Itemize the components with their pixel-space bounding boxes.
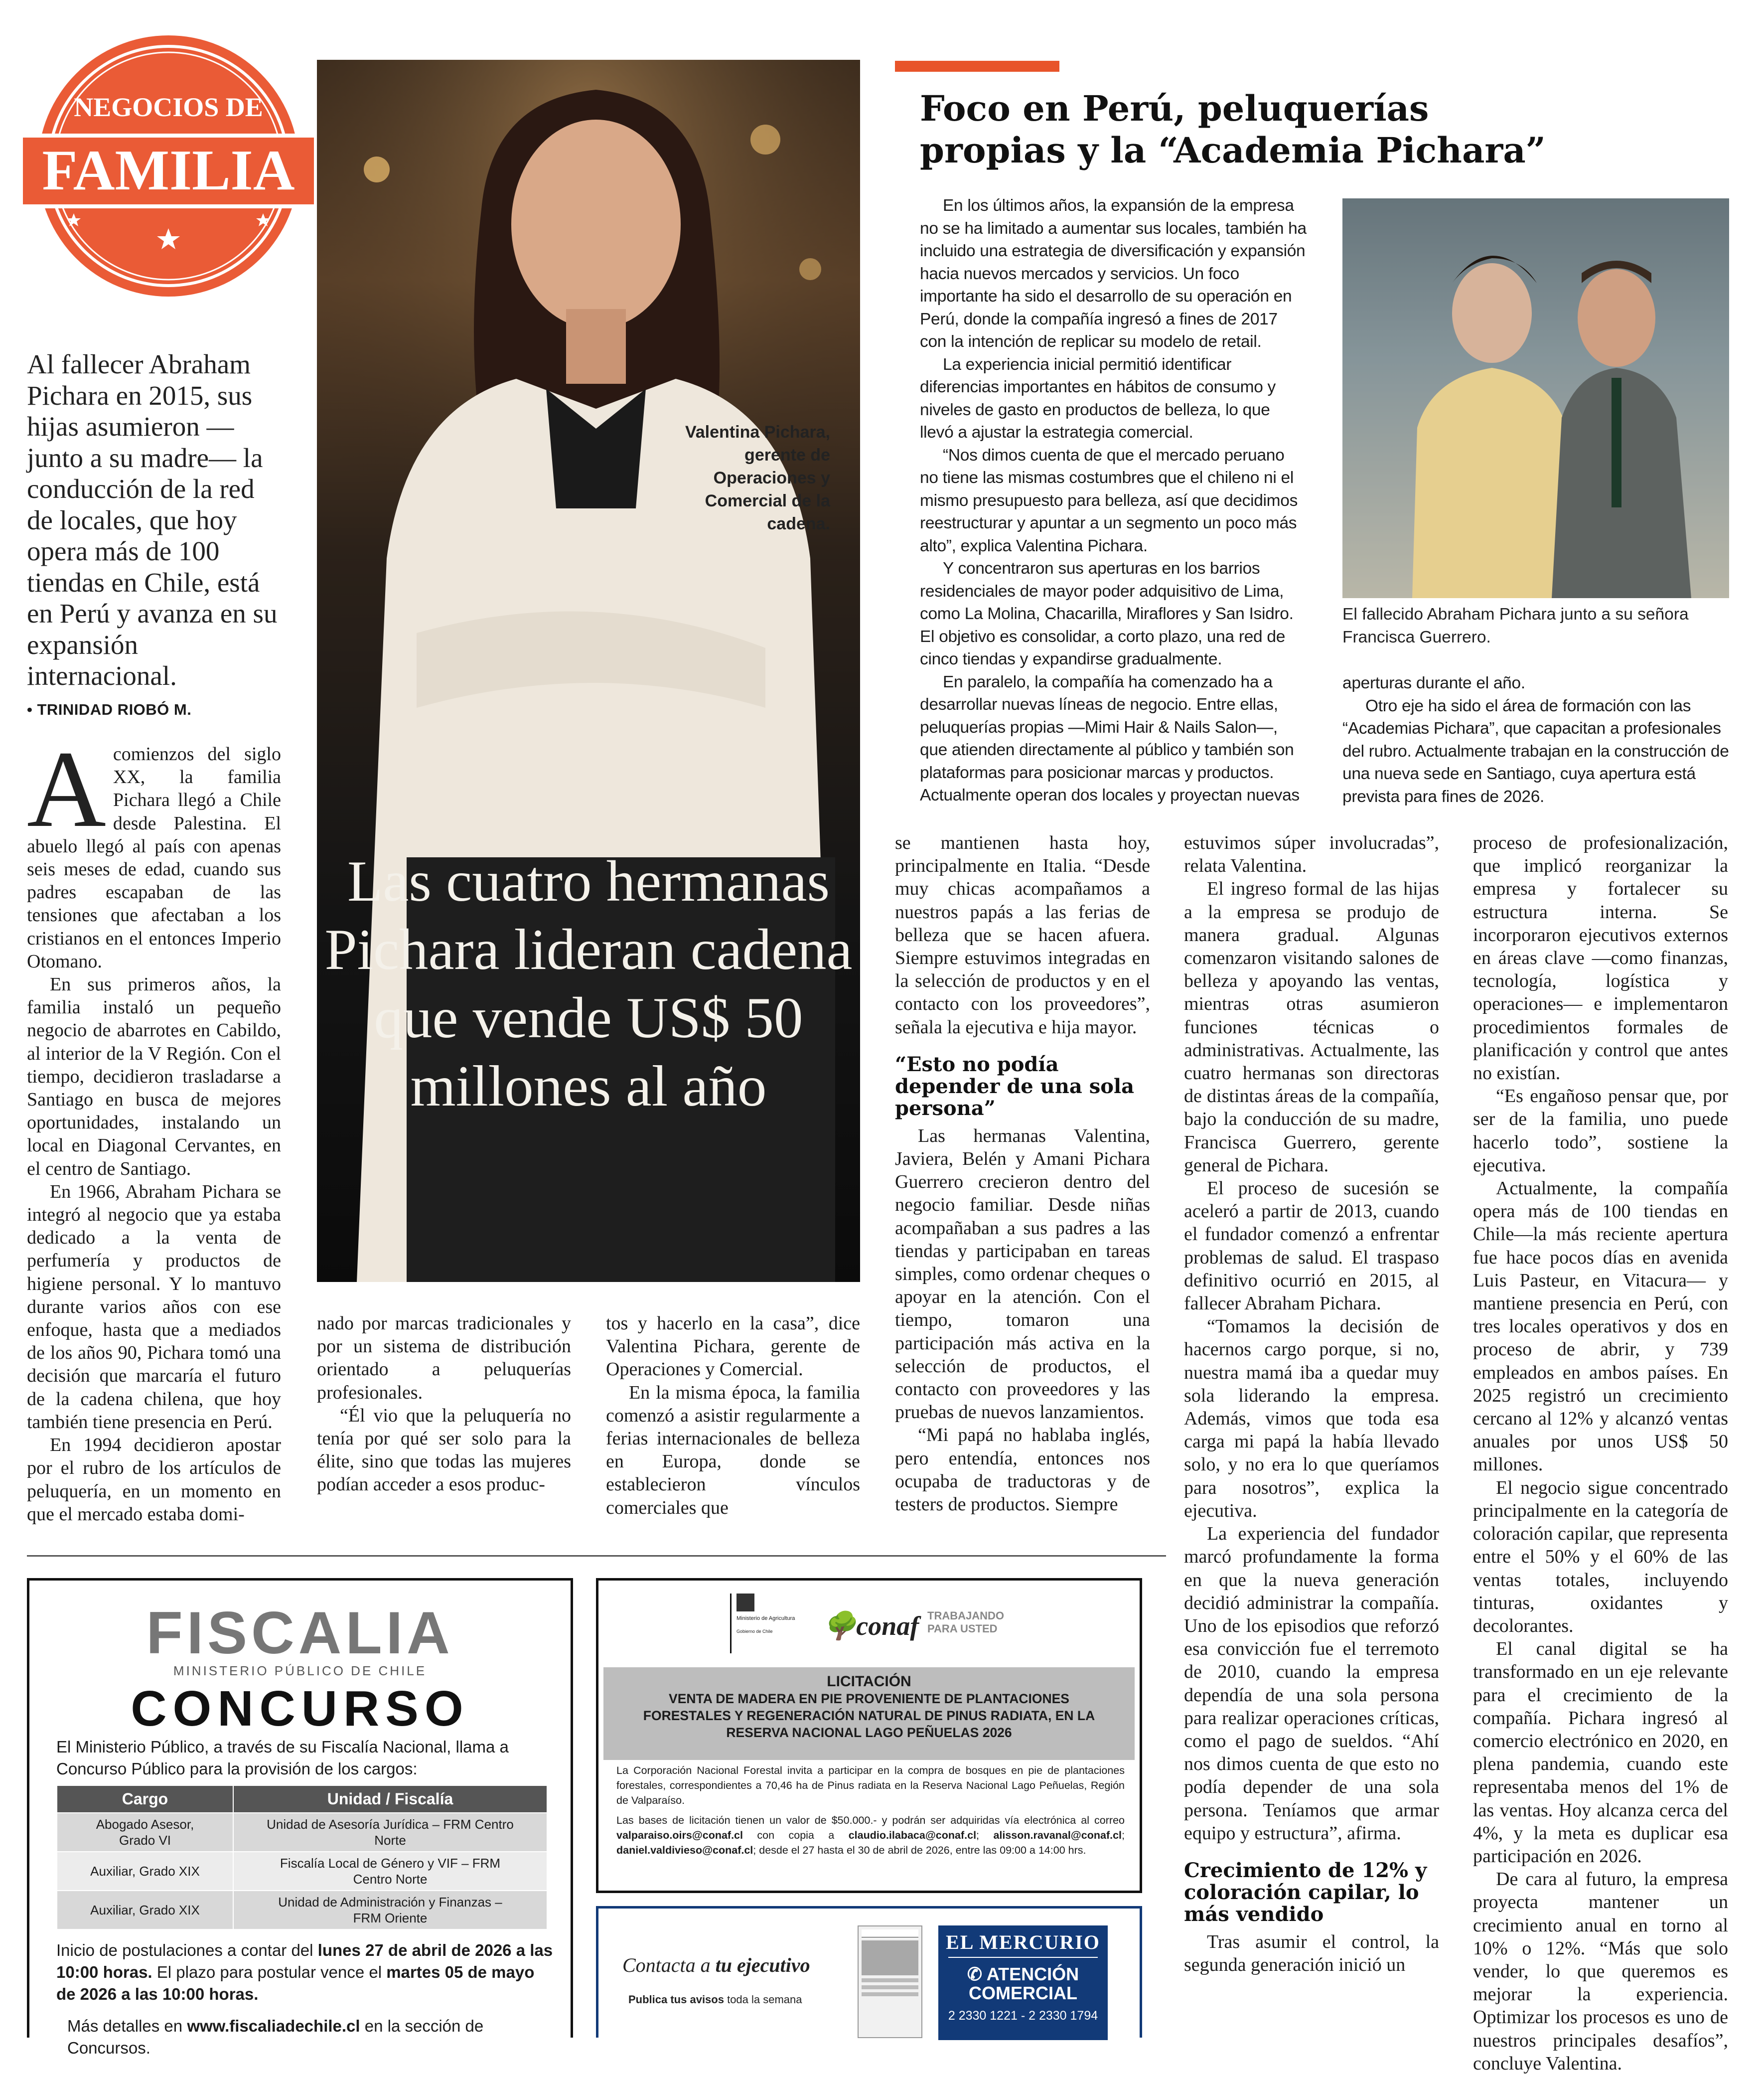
fiscalia-more xyxy=(67,2015,566,2059)
subhead-1: “Esto no podía depender de una sola persona” xyxy=(895,1052,1134,1120)
paragraph: “Tomamos la decisión de hacernos cargo porque, si no, nuestra mamá iba a quedar muy sola liderando la empresa. Además, vimos que toda esa carga mi papá la había llevado solo, y no era lo que queríamos para nosotros”, explica la ejecutiva. xyxy=(1184,1316,1439,1521)
table-row xyxy=(57,1852,547,1891)
table-cell: Unidad de Asesoría Jurídica – FRM Centro Norte xyxy=(233,1813,547,1852)
p2-text: con copia a xyxy=(742,1829,849,1841)
p2-text: Las bases de licitación tienen un valor de $50.000.- y podrán ser adquiridas vía electrónica al correo xyxy=(616,1814,1125,1826)
ministry-name: Ministerio de Agricultura xyxy=(736,1615,795,1621)
p2-text: ; desde el 27 hasta el 30 de abril de 2026, entre las 09:00 a 14:00 hrs. xyxy=(753,1844,1086,1856)
fiscalia-link[interactable]: www.fiscaliadechile.cl xyxy=(187,2017,360,2035)
paragraph: Tras asumir el control, la segunda generación inició un xyxy=(1184,1931,1439,1976)
fiscalia-sub: MINISTERIO PÚBLICO DE CHILE xyxy=(173,1663,427,1678)
table-cell: Abogado Asesor, Grado VI xyxy=(57,1813,233,1852)
dates-text: Inicio de postulaciones a contar del xyxy=(56,1941,318,1959)
table-cell: Unidad de Administración y Finanzas – FRM Oriente xyxy=(233,1891,547,1929)
body-col-1 xyxy=(27,728,281,1526)
email-link[interactable]: alisson.ravanal@conaf.cl xyxy=(993,1829,1122,1841)
table-header xyxy=(57,1785,547,1813)
subhead-2: Crecimiento de 12% y coloración capilar, lo más vendido xyxy=(1184,1858,1427,1926)
body-col-6 xyxy=(1473,831,1728,2075)
body-col-4 xyxy=(895,831,1150,1516)
table-cell: Auxiliar, Grado XIX xyxy=(57,1852,233,1891)
conaf-p2 xyxy=(616,1813,1125,1858)
mercurio-brand: EL MERCURIO xyxy=(946,1931,1100,1953)
mercurio-service xyxy=(938,1965,1108,2003)
byline-name: TRINIDAD RIOBÓ M. xyxy=(37,700,192,718)
side-photo xyxy=(1342,198,1729,598)
table-cell: Auxiliar, Grado XIX xyxy=(57,1891,233,1929)
fiscalia-dates xyxy=(56,1939,555,2005)
conaf-logo: 🌳conaf xyxy=(823,1611,919,1641)
conaf-slogan: TRABAJANDO PARA USTED xyxy=(927,1609,1004,1635)
table-row xyxy=(57,1891,547,1929)
paragraph: “Mi papá no hablaba inglés, pero entendía, entonces nos ocupaba de traductoras y de testers de productos. Siempre xyxy=(895,1425,1150,1515)
paragraph: Las hermanas Valentina, Javiera, Belén y Amani Pichara Guerrero crecieron dentro del negocio familiar. Desde niñas acompañaban a sus padres a las tiendas y participaban en tareas simples, como ordenar cheques o apoyar en la atención. Con el tiempo, tomaron una participación más activa en la selección de productos, el contacto con proveedores y las pruebas de nuevos lanzamientos. xyxy=(895,1125,1150,1423)
email-link[interactable]: daniel.valdivieso@conaf.cl xyxy=(616,1844,753,1856)
p2-text: ; xyxy=(976,1829,994,1841)
paragraph: nado por marcas tradicionales y por un sistema de distribución orientado a peluquerías profesionales. xyxy=(317,1313,571,1403)
fiscalia-table xyxy=(56,1785,548,1930)
paragraph: Otro eje ha sido el área de formación con las “Academias Pichara”, que capacitan a profesionales del rubro. Actualmente trabajan en la construcción de una nueva sede en Santiago, cuya apertura está prevista para fines de 2026. xyxy=(1342,696,1729,806)
main-headline: Las cuatro hermanas Pichara lideran cadena que vende US$ 50 millones al año xyxy=(324,849,853,1118)
paragraph: El negocio sigue concentrado principalmente en la categoría de coloración capilar, que representa entre el 50% y el 60% de las ventas totales, incluyendo tinturas, oxidantes y decolorantes. xyxy=(1473,1477,1728,1636)
mercurio-box xyxy=(938,1925,1108,2040)
negocios-de-familia-stamp xyxy=(19,29,318,308)
paragraph: se mantienen hasta hoy, principalmente en Italia. “Desde muy chicas acompañamos a nuestros papás a las ferias de belleza que se hacen afuera. Siempre estuvimos integradas en la selección de productos y en el contacto con los proveedores”, señala la ejecutiva e hija mayor. xyxy=(895,832,1150,1038)
more-text: Más detalles en xyxy=(67,2017,187,2035)
accent-bar xyxy=(895,61,1059,72)
gov-name: Gobierno de Chile xyxy=(736,1629,773,1634)
side-photo-caption: El fallecido Abraham Pichara junto a su señora Francisca Guerrero. xyxy=(1342,605,1689,646)
conaf-p1: La Corporación Nacional Forestal invita a participar en la compra de bosques en pie de plantaciones forestales, correspondientes a 70,46 ha de Pinus radiata en la Reserva Nacional Lago Peñuelas, Región de Valparaíso. xyxy=(616,1764,1125,1806)
th-unidad: Unidad / Fiscalía xyxy=(233,1785,547,1813)
table-cell: Fiscalía Local de Género y VIF – FRM Centro Norte xyxy=(233,1852,547,1891)
side-col-a xyxy=(920,194,1307,807)
email-link[interactable]: valparaiso.oirs@conaf.cl xyxy=(616,1829,743,1841)
side-col-b xyxy=(1342,672,1729,808)
mercurio-contact xyxy=(622,1953,810,1977)
paragraph: En paralelo, la compañía ha comenzado ha a desarrollar nuevas líneas de negocio. Entre ellas, peluquerías propias —Mimi Hair & Nails Salon—, que atienden directamente al público y también son plataformas para posicionar marcas y productos. Actualmente operan dos locales y proyectan nuevas xyxy=(920,672,1300,804)
contact-strong: tu ejecutivo xyxy=(715,1954,810,1976)
paragraph: En la misma época, la familia comenzó a asistir regularmente a ferias internacionales de belleza en Europa, donde se establecieron vínculos comerciales que xyxy=(606,1382,860,1518)
conaf-title-box xyxy=(603,1667,1135,1760)
fiscalia-intro: El Ministerio Público, a través de su Fiscalía Nacional, llama a Concurso Público para la provisión de los cargos: xyxy=(56,1738,509,1778)
paragraph: De cara al futuro, la empresa proyecta mantener un crecimiento anual en torno al 10% o 12%. “Más que solo vender, lo que queremos es mejorar la experiencia. Optimizar los procesos es uno de nuestros principales desafíos”, concluye Valentina. xyxy=(1473,1869,1728,2074)
paragraph: La experiencia inicial permitió identificar diferencias importantes en hábitos de consumo y niveles de gasto en productos de belleza, lo que llevó a ajustar la estrategia comercial. xyxy=(920,355,1276,442)
ministry-logo xyxy=(730,1594,805,1653)
ad-conaf[interactable] xyxy=(596,1578,1142,1893)
body-col-2 xyxy=(317,1312,571,1496)
conaf-subtitle: VENTA DE MADERA EN PIE PROVENIENTE DE PLANTACIONES FORESTALES Y REGENERACIÓN NATURAL DE PINUS RADIATA, EN LA RESERVA NACIONAL LAGO PEÑUELAS 2026 xyxy=(643,1691,1095,1740)
lead-text: Al fallecer Abraham Pichara en 2015, sus hijas asumieron —junto a su madre— la conducción de la red de locales, que hoy opera más de 100 tiendas en Chile, está en Perú y avanza en su expansión internacional. xyxy=(27,349,278,691)
mercurio-phones: 2 2330 1221 - 2 2330 1794 xyxy=(948,2009,1098,2023)
paragraph: comienzos del siglo XX, la familia Pichara llegó a Chile desde Palestina. El abuelo llegó al país con apenas seis meses de edad, cuando sus padres escapaban de las tensiones que afectaban a los cristianos en el entonces Imperio Otomano. xyxy=(27,744,281,972)
contact-text: Contacta a xyxy=(622,1954,716,1976)
paragraph: tos y hacerlo en la casa”, dice Valentina Pichara, gerente de Operaciones y Comercial. xyxy=(606,1313,860,1380)
ad-fiscalia[interactable] xyxy=(27,1578,573,2057)
publish-text: toda la semana xyxy=(724,1993,802,2006)
dates-end: martes 05 de mayo de 2026 a las 10:00 horas. xyxy=(56,1963,535,2003)
service-line1: ATENCIÓN xyxy=(986,1964,1079,1984)
paragraph: En sus primeros años, la familia instaló un pequeño negocio de abarrotes en Cabildo, al interior de la V Región. Con el tiempo, decidieron trasladarse a Santiago en busca de mejores oportunidades, instalando un local en Diagonal Cervantes, en el centro de Santiago. xyxy=(27,974,281,1179)
publish-strong: Publica tus avisos xyxy=(628,1993,724,2006)
newspaper-thumbnail xyxy=(858,1925,922,2038)
photo-caption: Valentina Pichara, gerente de Operaciones y Comercial de la cadena. xyxy=(685,423,830,533)
body-col-5 xyxy=(1184,831,1439,1976)
side-title: Foco en Perú, peluquerías propias y la “Academia Pichara” xyxy=(920,88,1546,171)
paragraph: Y concentraron sus aperturas en los barrios residenciales de mayor poder adquisitivo de Lima, como La Molina, Chacarilla, Miraflores y San Isidro. El objetivo es consolidar, a corto plazo, una red de cinco tiendas y expandirse gradualmente. xyxy=(920,559,1294,668)
stamp-line2: FAMILIA xyxy=(42,139,295,202)
paragraph: La experiencia del fundador marcó profundamente la forma en que la nueva generación decidió administrar la compañía. Uno de los episodios que reforzó esa convicción fue el terremoto de 2010, cuando la empresa dependía de una sola persona para realizar operaciones críticas, como el pago de sueldos. “Ahí nos dimos cuenta de que esto no podía depender de una sola persona. Teníamos que armar equipo y estructura”, afirma. xyxy=(1184,1523,1439,1844)
email-link[interactable]: claudio.ilabaca@conaf.cl xyxy=(848,1829,977,1841)
photo-abraham-francisca xyxy=(1342,198,1729,598)
paragraph: Actualmente, la compañía opera más de 100 tiendas en Chile—la más reciente apertura fue hace pocos días en avenida Luis Pasteur, en Vitacura— y mantiene presencia en Perú, con tres locales operativos y dos en proceso de abrir, y 739 empleados en ambos países. En 2025 registró un crecimiento cercano al 12% y alcanzó ventas anuales por unos US$ 50 millones. xyxy=(1473,1178,1728,1475)
paragraph: estuvimos súper involucradas”, relata Valentina. xyxy=(1184,832,1439,877)
paragraph: En los últimos años, la expansión de la empresa no se ha limitado a aumentar sus locales, también ha incluido una estrategia de diversificación y expansión hacia nuevos mercados y servicios. Un foco importante ha sido el desarrollo de su operación en Perú, donde la compañía ingresó a fines de 2017 con la intención de replicar su modelo de retail. xyxy=(920,196,1307,351)
paragraph: aperturas durante el año. xyxy=(1342,674,1525,692)
body-col-3 xyxy=(606,1312,860,1519)
lead xyxy=(27,349,286,719)
byline: • TRINIDAD RIOBÓ M. xyxy=(27,700,192,718)
paragraph: “Es engañoso pensar que, por ser de la familia, uno puede hacerlo todo”, sostiene la ejecutiva. xyxy=(1473,1086,1728,1176)
paragraph: En 1966, Abraham Pichara se integró al negocio que ya estaba dedicado a la venta de perfumería y productos de higiene personal. Y lo mantuvo durante varios años con ese enfoque, hasta que a mediados de los años 90, Pichara tomó una decisión que marcaría el futuro de la cadena chilena, que hoy también tiene presencia en Perú. xyxy=(27,1181,281,1433)
paragraph: En 1994 decidieron apostar por el rubro de los artículos de peluquería, en un momento en que el mercado estaba domi- xyxy=(27,1435,281,1525)
more-text: en la sección de Concursos. xyxy=(67,2017,484,2057)
paragraph: proceso de profesionalización, que implicó reorganizar la empresa y fortalecer su estructura interna. Se incorporaron ejecutivos externos en áreas clave —como finanzas, tecnología, logística y operaciones— e implementaron procedimientos formales de planificación y control que antes no existían. xyxy=(1473,832,1728,1084)
th-cargo: Cargo xyxy=(57,1785,233,1813)
conaf-title: LICITACIÓN xyxy=(827,1673,911,1690)
paragraph: “Él vio que la peluquería no tenía por qué ser solo para la élite, sino que todas las mujeres podían acceder a esos produc- xyxy=(317,1405,571,1495)
service-line2: COMERCIAL xyxy=(969,1983,1077,2003)
divider xyxy=(27,1555,1166,1557)
phone-icon: ✆ xyxy=(967,1964,987,1984)
shield-icon xyxy=(736,1594,754,1611)
paragraph: “Nos dimos cuenta de que el mercado peruano no tiene las mismas costumbres que el chileno ni el mismo presupuesto para belleza, así que decidimos reestructurar y apuntar a un segmento un poco más alto”, explica Valentina Pichara. xyxy=(920,446,1298,555)
stamp-line1: NEGOCIOS DE xyxy=(74,92,263,122)
fiscalia-title: CONCURSO xyxy=(131,1681,469,1737)
ad-mercurio[interactable] xyxy=(596,1906,1142,2038)
p2-text: ; xyxy=(1122,1829,1125,1841)
paragraph: El ingreso formal de las hijas a la empresa se produjo de manera gradual. Algunas comenzaron visitando salones de belleza y apoyando las ventas, mientras otras asumieron funciones técnicas o administrativas. Actualmente, las cuatro hermanas son directoras de distintas áreas de la compañía, bajo la conducción de su madre, Francisca Guerrero, gerente general de Pichara. xyxy=(1184,878,1439,1176)
dropcap: A xyxy=(27,728,106,850)
paragraph: El canal digital se ha transformado en un eje relevante para el crecimiento de la compañía. Pichara ingresó al comercio electrónico en 2020, en plena pandemia, cuando este representaba menos del 1% de las ventas. Hoy alcanza cerca del 4%, y la meta es duplicar esa participación en 2026. xyxy=(1473,1638,1728,1867)
conaf-logo-text: conaf xyxy=(856,1611,919,1641)
table-row xyxy=(57,1813,547,1852)
dates-text: El plazo para postular vence el xyxy=(152,1963,387,1981)
fiscalia-brand: FISCALIA xyxy=(146,1599,454,1666)
mercurio-publish xyxy=(628,1993,802,2006)
dates-start: lunes 27 de abril de 2026 a las 10:00 horas. xyxy=(56,1941,553,1981)
paragraph: El proceso de sucesión se aceleró a partir de 2013, cuando el fundador comenzó a enfrentar problemas de salud. El traspaso definitivo ocurrió en 2015, al fallecer Abraham Pichara. xyxy=(1184,1178,1439,1314)
